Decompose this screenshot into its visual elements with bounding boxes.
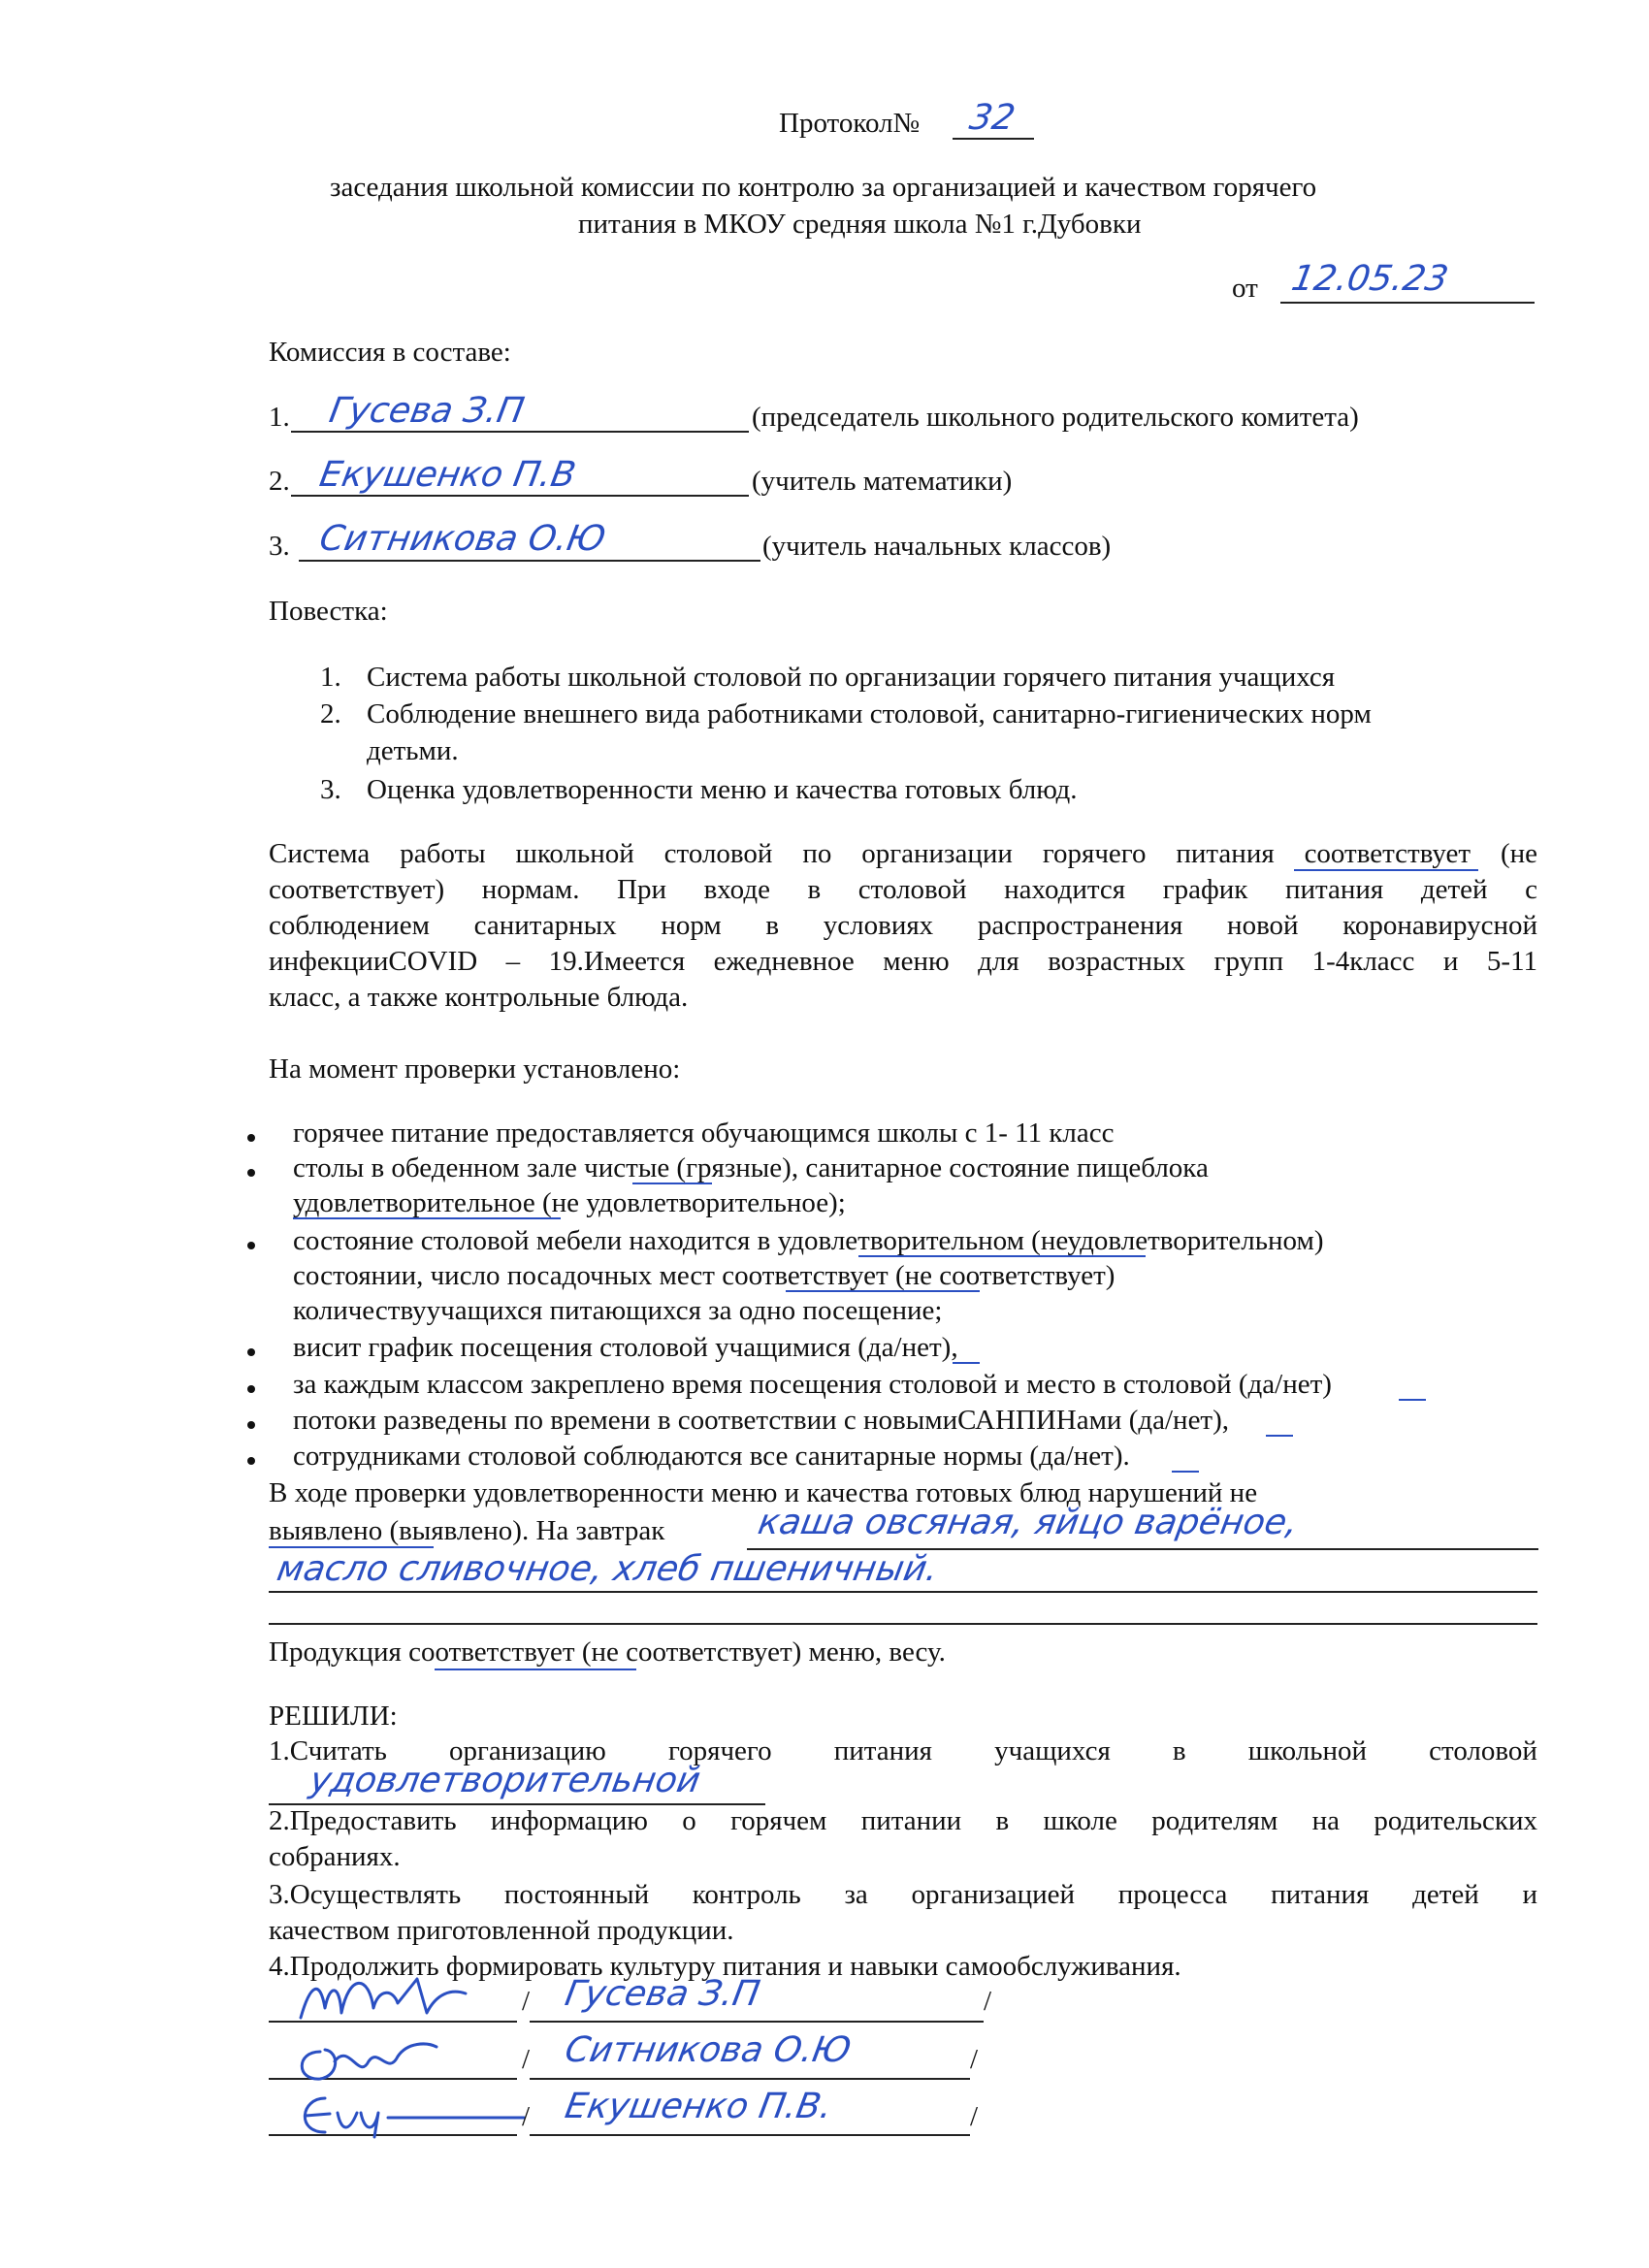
para1-line-4: инфекцииCOVID – 19.Имеется ежедневное меню для возрастных групп 1-4класс и 5-11 [269,946,1537,977]
signature-2-name: Ситникова О.Ю [562,2030,855,2070]
menu-check-line-1: В ходе проверки удовлетворенности меню и качества готовых блюд нарушений не [269,1477,1258,1508]
agenda-3-num: 3. [320,774,341,805]
underline-mark [858,1255,1146,1257]
agenda-1-text: Система работы школьной столовой по организации горячего питания учащихся [367,662,1336,693]
underline-mark [786,1290,980,1292]
bullet [247,1242,255,1249]
member-1-name: Гусева З.П [326,391,528,431]
signature-name-line [530,2021,984,2023]
signature-3-slash-a: / [522,2101,531,2132]
underline-mark [1172,1471,1199,1473]
breakfast-handwritten-1: каша овсяная, яйцо варёное, [755,1503,1302,1542]
underline-mark [293,1217,561,1219]
agenda-heading: Повестка: [269,596,388,627]
bullet [247,1134,255,1142]
decision-item-2-line-1: 2.Предоставить информацию о горячем питании в школе родителям на родительских [269,1805,1537,1836]
signature-1-slash-a: / [522,1986,531,2017]
underline-mark [1294,869,1478,871]
decision-item-1-word: питания [833,1735,933,1766]
decision-item-1-word: школьной [1247,1735,1368,1766]
bullet [247,1348,255,1356]
underline-mark [435,1669,636,1670]
underline-mark [632,1183,712,1184]
decision-item-2-line-2: собраниях. [269,1841,401,1872]
agenda-3-text: Оценка удовлетворенности меню и качества готовых блюд. [367,774,1078,805]
finding-line: столы в обеденном зале чистые (грязные), санитарное состояние пищеблока [293,1152,1209,1183]
decision-item-1-word: учащихся [994,1735,1111,1766]
para1-last-line: класс, а также контрольные блюда. [269,982,689,1013]
agenda-1-num: 1. [320,662,341,693]
date-value: 12.05.23 [1288,259,1452,299]
bullet [247,1169,255,1177]
underline-mark [1266,1435,1293,1437]
signature-3 [281,2079,534,2147]
agenda-2-num: 2. [320,698,341,729]
finding-line: состояние столовой мебели находится в удовлетворительном (неудовлетворительном) [293,1225,1324,1256]
commission-heading: Комиссия в составе: [269,337,511,368]
bullet [247,1385,255,1393]
underline-mark [1399,1399,1426,1401]
signature-1-name: Гусева З.П [562,1974,763,2014]
para1-line-3: соблюдением санитарных норм в условиях распространения новой коронавирусной [269,910,1537,941]
finding-line: потоки разведены по времени в соответствии с новымиСАНПИНами (да/нет), [293,1405,1230,1436]
agenda-2-text-cont: детьми. [367,735,459,766]
para1-line-1: Система работы школьной столовой по организации горячего питания соответствует (не [269,838,1537,869]
signature-3-name: Екушенко П.В. [562,2087,835,2126]
signature-name-line [530,2078,970,2080]
breakfast-handwritten-2: масло сливочное, хлеб пшеничный. [274,1549,942,1589]
bullet [247,1457,255,1465]
decision-item-1-word: организацию [448,1735,606,1766]
member-3-name: Ситникова О.Ю [316,519,609,559]
date-prefix: от [1232,273,1258,304]
finding-line: горячее питание предоставляется обучающимся школы с 1- 11 класс [293,1118,1115,1149]
member-1-num: 1. [269,402,290,433]
para1-line-2: соответствует) нормам. При входе в столовой находится график питания детей с [269,874,1537,905]
decision-item-3-line-2: качеством приготовленной продукции. [269,1915,734,1946]
member-2-name: Екушенко П.В [316,455,579,495]
decision-item-1-word: столовой [1429,1735,1537,1766]
bullet [247,1421,255,1429]
agenda-2-text: Соблюдение внешнего вида работниками столовой, санитарно-гигиенических норм [367,698,1372,729]
finding-line: количествуучащихся питающихся за одно посещение; [293,1295,943,1326]
decision-heading: РЕШИЛИ: [269,1701,398,1732]
underline-mark [953,1362,980,1364]
decision-item-1-word: в [1172,1735,1186,1766]
product-line: Продукция соответствует (не соответствует) меню, весу. [269,1636,946,1668]
signature-name-line [530,2134,970,2136]
signature-3-slash-b: / [970,2101,979,2132]
date-line [1280,302,1535,304]
protocol-label: Протокол№ [779,108,921,139]
member-2-role: (учитель математики) [752,466,1013,497]
underline-mark [269,1546,434,1548]
protocol-number: 32 [966,98,1018,138]
subtitle-line-1: заседания школьной комиссии по контролю за организацией и качеством горячего [330,172,1317,203]
member-2-num: 2. [269,466,290,497]
menu-check-line-2: выявлено (выявлено). На завтрак [269,1515,665,1546]
member-1-line [291,431,749,433]
member-3-role: (учитель начальных классов) [762,531,1112,562]
decision-item-1-word: горячего [667,1735,772,1766]
protocol-number-line [953,138,1034,140]
finding-line: удовлетворительное (не удовлетворительное); [293,1187,846,1218]
decision-item-1-handwritten: удовлетворительной [307,1761,704,1800]
subtitle-line-2: питания в МКОУ средняя школа №1 г.Дубовки [578,209,1142,240]
finding-line: сотрудниками столовой соблюдаются все санитарные нормы (да/нет). [293,1441,1130,1472]
decision-item-3-line-1: 3.Осуществлять постоянный контроль за организацией процесса питания детей и [269,1879,1537,1910]
finding-line: висит график посещения столовой учащимися (да/нет), [293,1332,958,1363]
breakfast-line-2 [269,1591,1537,1593]
member-3-num: 3. [269,531,290,562]
member-2-line [291,495,749,497]
finding-line: состоянии, число посадочных мест соответствует (не соответствует) [293,1260,1116,1291]
findings-heading: На момент проверки установлено: [269,1053,681,1085]
breakfast-line-3 [269,1623,1537,1625]
decision-item-1-word: 1.Считать [269,1735,387,1766]
finding-line: за каждым классом закреплено время посещения столовой и место в столовой (да/нет) [293,1369,1332,1400]
member-3-line [299,560,760,562]
signature-2-slash-a: / [522,2044,531,2075]
member-1-role: (председатель школьного родительского комитета) [752,402,1359,433]
signature-2-slash-b: / [970,2044,979,2075]
signature-1-slash-b: / [984,1986,992,2017]
decision-item-4: 4.Продолжить формировать культуру питания и навыки самообслуживания. [269,1951,1181,1982]
